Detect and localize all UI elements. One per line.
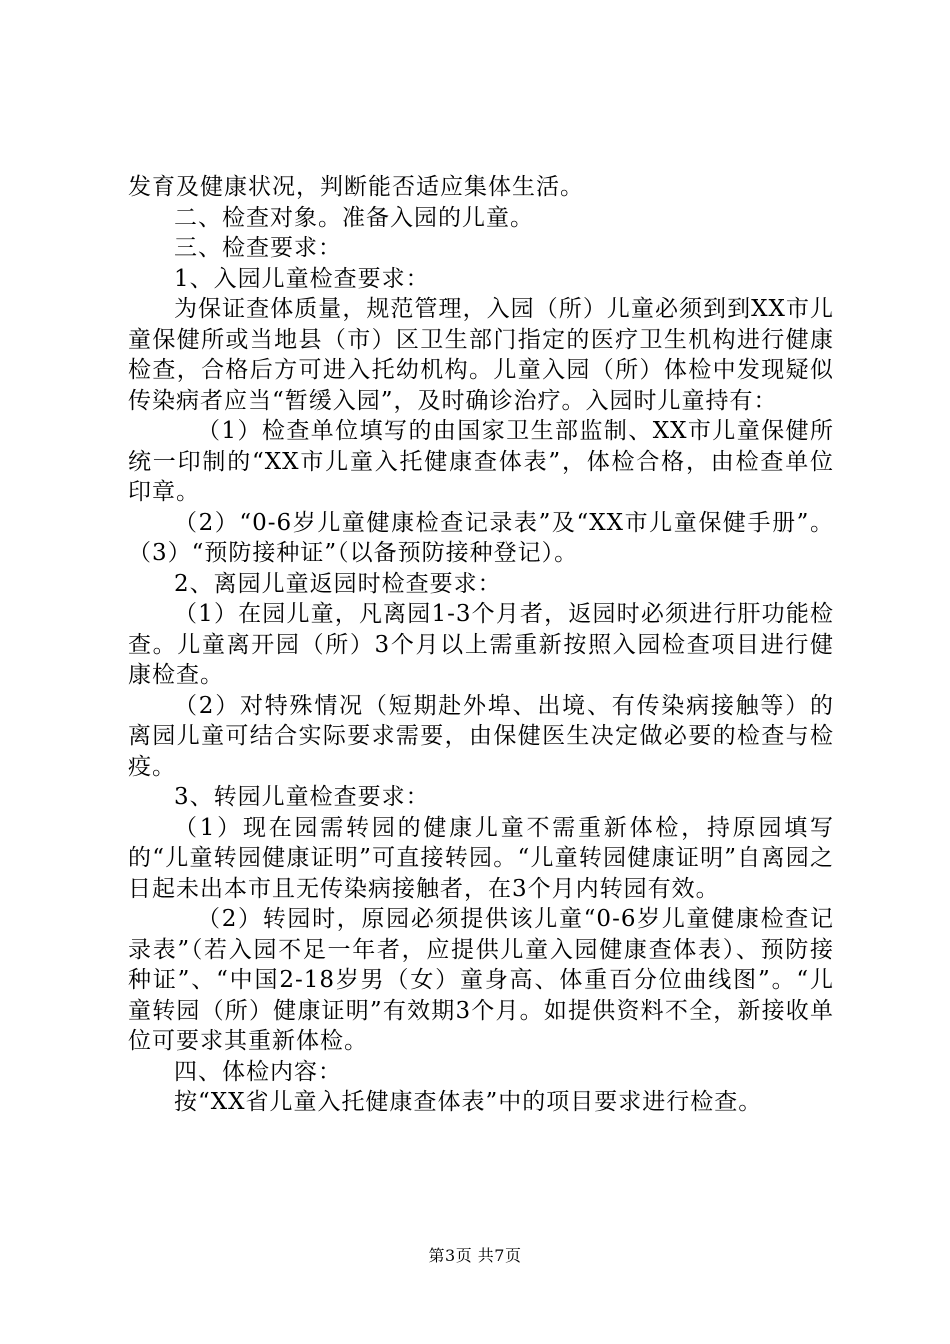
paragraph: （1）检查单位填写的由国家卫生部监制、XX市儿童保健所统一印制的“XX市儿童入托健康查体表”，体检合格，由检查单位印章。 bbox=[128, 418, 834, 505]
subsection-heading-admission: 1、入园儿童检查要求： bbox=[174, 265, 430, 292]
section-heading-requirements: 三、检查要求： bbox=[174, 235, 342, 261]
paragraph: 按“XX省儿童入托健康查体表”中的项目要求进行检查。 bbox=[174, 1089, 763, 1115]
paragraph: （1）在园儿童，凡离园1-3个月者，返园时必须进行肝功能检查。儿童离开园（所）3个月以上需重新按照入园检查项目进行健康检查。 bbox=[128, 601, 834, 688]
subsection-heading-return: 2、离园儿童返园时检查要求： bbox=[174, 570, 502, 597]
paragraph: （2）转园时，原园必须提供该儿童“0-6岁儿童健康检查记录表”（若入园不足一年者，应提供儿童入园健康查体表）、预防接种证”、“中国2-18岁男（女）童身高、体重百分位曲线图”。“儿童转园（所）健康证明”有效期3个月。如提供资料不全，新接收单位可要求其重新体检。 bbox=[128, 906, 834, 1054]
paragraph: （1）现在园需转园的健康儿童不需重新体检，持原园填写的“儿童转园健康证明”可直接转园。“儿童转园健康证明”自离园之日起未出本市且无传染病接触者，在3个月内转园有效。 bbox=[128, 814, 834, 902]
section-heading-content: 四、体检内容： bbox=[174, 1058, 342, 1085]
paragraph: 发育及健康状况，判断能否适应集体生活。 bbox=[128, 174, 584, 200]
paragraph: （2）“0-6岁儿童健康检查记录表”及“XX市儿童保健手册”。（3）“预防接种证”（以备预防接种登记）。 bbox=[128, 509, 834, 566]
document-body bbox=[128, 172, 834, 1118]
subsection-heading-transfer: 3、转园儿童检查要求： bbox=[174, 784, 430, 810]
paragraph: 为保证查体质量，规范管理，入园（所）儿童必须到到XX市儿童保健所或当地县（市）区卫生部门指定的医疗卫生机构进行健康检查，合格后方可进入托幼机构。儿童入园（所）体检中发现疑似传染病者应当“暂缓入园”，及时确诊治疗。入园时儿童持有： bbox=[128, 296, 834, 414]
section-heading-subjects: 二、检查对象。准备入园的儿童。 bbox=[174, 204, 534, 231]
paragraph: （2）对特殊情况（短期赴外埠、出境、有传染病接触等）的离园儿童可结合实际要求需要，由保健医生决定做必要的检查与检疫。 bbox=[128, 692, 834, 780]
page-footer: 第3页 共7页 bbox=[428, 1246, 522, 1265]
